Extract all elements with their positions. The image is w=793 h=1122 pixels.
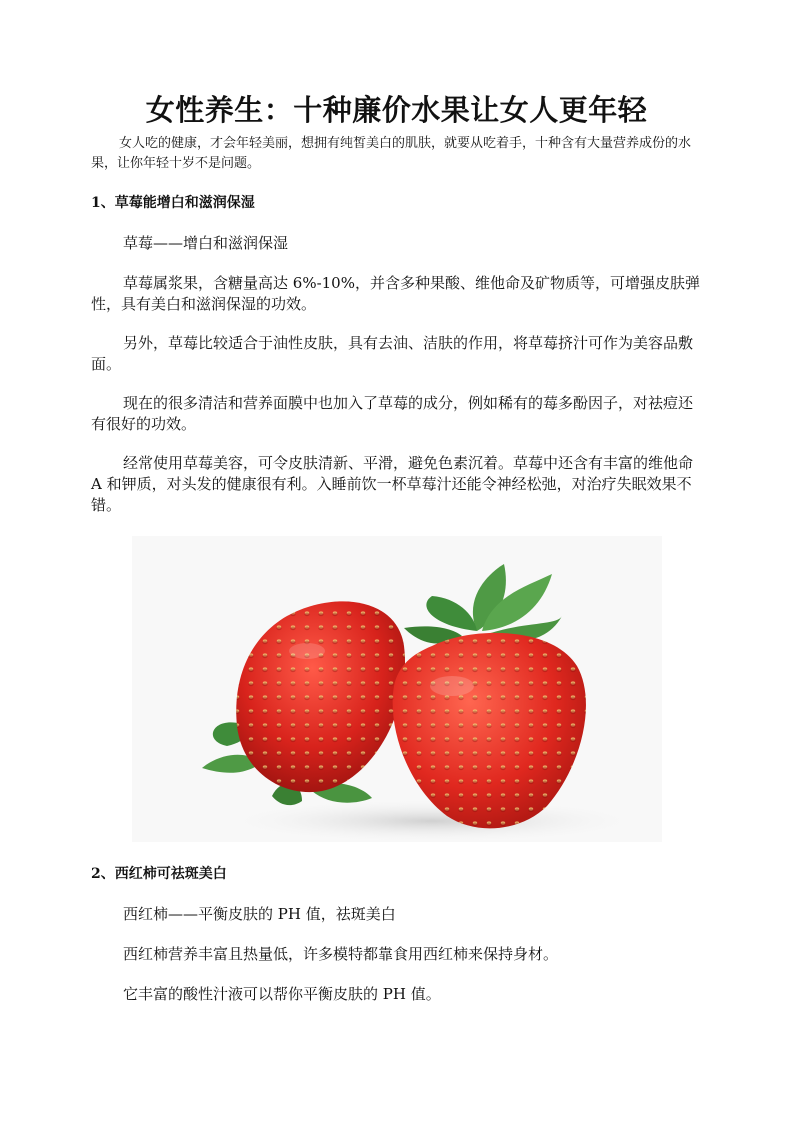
strawberry-photo — [132, 536, 662, 842]
paragraph: 草莓属浆果，含糖量高达 6%-10%，并含多种果酸、维他命及矿物质等，可增强皮肤弹性，具有美白和滋润保湿的功效。 — [91, 274, 700, 313]
section-heading-tomato: 2、西红柿可祛斑美白 — [91, 866, 227, 882]
paragraph: 经常使用草莓美容，可令皮肤清新、平滑，避免色素沉着。草莓中还含有丰富的维他命 A 和钾质，对头发的健康很有利。入睡前饮一杯草莓汁还能令神经松弛，对治疗失眠效果不错。 — [91, 454, 694, 514]
paragraph: 它丰富的酸性汁液可以帮你平衡皮肤的 PH 值。 — [123, 985, 441, 1003]
paragraph: 草莓——增白和滋润保湿 — [123, 234, 289, 252]
paragraph: 另外，草莓比较适合于油性皮肤，具有去油、洁肤的作用，将草莓挤汁可作为美容品敷面。 — [91, 334, 694, 373]
intro-paragraph: 女人吃的健康，才会年轻美丽，想拥有纯皙美白的肌肤，就要从吃着手，十种含有大量营养成份的水果，让你年轻十岁不是问题。 — [91, 136, 692, 171]
paragraph: 现在的很多清洁和营养面膜中也加入了草莓的成分，例如稀有的莓多酚因子，对祛痘还有很好的功效。 — [91, 394, 694, 433]
page-title: 女性养生：十种廉价水果让女人更年轻 — [145, 93, 648, 127]
strawberry-illustration — [132, 536, 662, 842]
section-heading-strawberry: 1、草莓能增白和滋润保湿 — [91, 195, 255, 211]
paragraph: 西红柿营养丰富且热量低，许多模特都靠食用西红柿来保持身材。 — [123, 945, 559, 963]
paragraph: 西红柿——平衡皮肤的 PH 值，祛斑美白 — [123, 905, 396, 923]
